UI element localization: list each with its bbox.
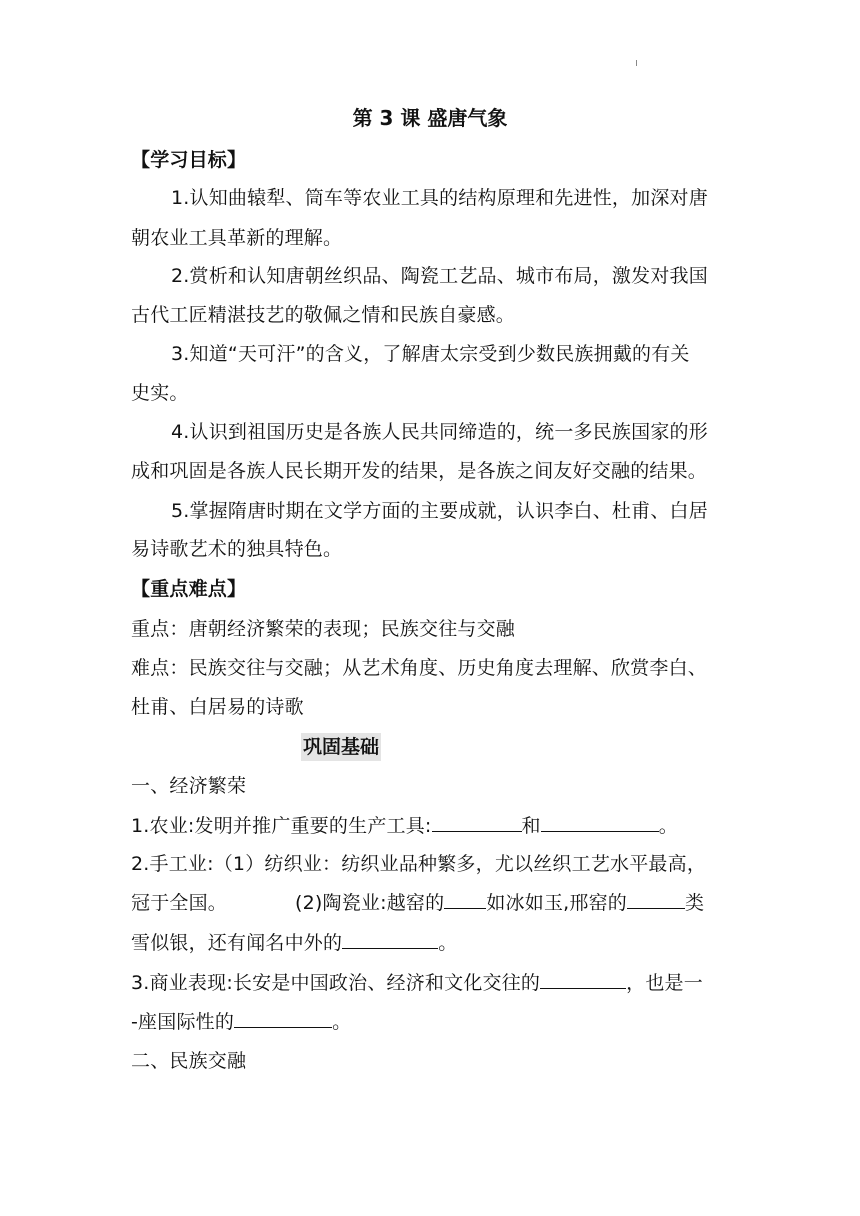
agriculture-prefix: 1.农业:发明并推广重要的生产工具: (131, 815, 432, 837)
handicraft-text-e: 雪似银，还有闻名中外的 (131, 932, 343, 954)
section-economy-heading: 一、经济繁荣 (131, 775, 247, 797)
objective-4-line1: 4.认识到祖国历史是各族人民共同缔造的，统一多民族国家的形 (171, 421, 708, 443)
agriculture-line (131, 813, 731, 839)
objectives-heading: 【学习目标】 (131, 149, 247, 171)
fill-blank[interactable] (444, 890, 486, 909)
commerce-text-c: -座国际性的 (131, 1011, 235, 1033)
objective-3-line2: 史实。 (131, 382, 189, 404)
commerce-text-b: ，也是一 (626, 972, 703, 994)
commerce-line2 (131, 1009, 731, 1035)
agriculture-end: 。 (658, 815, 678, 837)
agriculture-and: 和 (521, 815, 541, 837)
handicraft-text-c: 如冰如玉,邢窑的 (486, 892, 627, 914)
fill-blank[interactable] (541, 813, 659, 832)
objective-5-line1: 5.掌握隋唐时期在文学方面的主要成就，认识李白、杜甫、白居 (171, 500, 708, 522)
commerce-text-end: 。 (332, 1011, 352, 1033)
objective-3-line1: 3.知道“天可汗”的含义，了解唐太宗受到少数民族拥戴的有关 (171, 343, 690, 365)
section-ethnic-heading: 二、民族交融 (131, 1050, 247, 1072)
handicraft-text-end: 。 (438, 932, 458, 954)
fill-blank[interactable] (627, 890, 685, 909)
objective-2-line2: 古代工匠精湛技艺的敬佩之情和民族自豪感。 (131, 304, 516, 326)
handicraft-line2 (131, 890, 731, 916)
objective-2-line1: 2.赏析和认知唐朝丝织品、陶瓷工艺品、城市布局，激发对我国 (171, 265, 708, 287)
fill-blank[interactable] (342, 930, 438, 949)
fill-blank[interactable] (540, 970, 626, 989)
fill-blank[interactable] (234, 1009, 332, 1028)
objective-1-line2: 朝农业工具革新的理解。 (131, 227, 343, 249)
fill-blank[interactable] (432, 813, 522, 832)
consolidate-heading: 巩固基础 (301, 733, 381, 761)
objective-1-line1: 1.认知曲辕犁、筒车等农业工具的结构原理和先进性，加深对唐 (171, 187, 708, 209)
difficult-point-line1: 难点：民族交往与交融；从艺术角度、历史角度去理解、欣赏李白、 (131, 657, 708, 679)
commerce-line1 (131, 970, 731, 996)
handicraft-line1: 2.手工业:（1）纺织业：纺织业品种繁多，尤以丝织工艺水平最高， (131, 853, 707, 875)
lesson-title: 第 3 课 盛唐气象 (352, 106, 508, 130)
handicraft-text-a: 冠于全国。 (131, 892, 228, 914)
handicraft-text-d: 类 (684, 892, 705, 914)
handicraft-line3 (131, 930, 731, 956)
difficult-point-line2: 杜甫、白居易的诗歌 (131, 696, 304, 718)
key-points-heading: 【重点难点】 (131, 578, 247, 600)
page-mark (636, 60, 637, 66)
commerce-text-a: 3.商业表现:长安是中国政治、经济和文化交往的 (131, 972, 541, 994)
objective-5-line2: 易诗歌艺术的独具特色。 (131, 538, 343, 560)
handicraft-text-b: (2)陶瓷业:越窑的 (295, 892, 445, 914)
key-point-text: 重点：唐朝经济繁荣的表现；民族交往与交融 (131, 618, 516, 640)
objective-4-line2: 成和巩固是各族人民长期开发的结果，是各族之间友好交融的结果。 (131, 460, 708, 482)
